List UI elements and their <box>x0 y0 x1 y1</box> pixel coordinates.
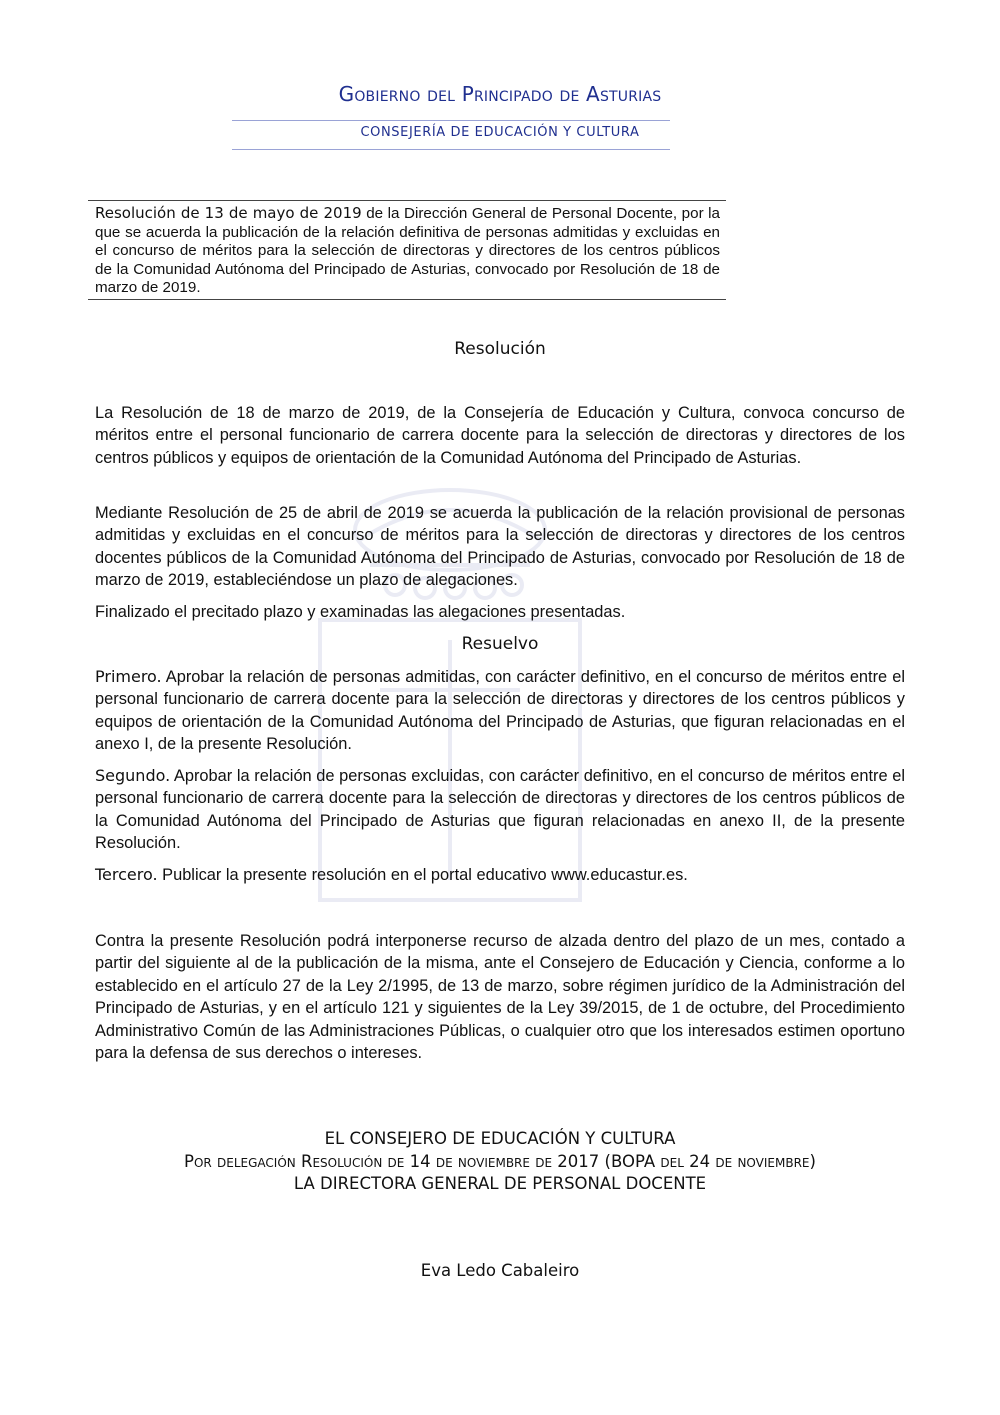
summary-lead: Resolución de 13 de mayo de 2019 <box>95 204 362 222</box>
article-tercero-text: Publicar la presente resolución en el portal educativo www.educastur.es. <box>157 866 688 884</box>
article-primero-text: Aprobar la relación de personas admitidas, con carácter definitivo, en el concurso de méritos entre el personal funcionario de carrera docente para la selección de directoras y directores de los centros públicos y equipos de orientación de la Comunidad Autónoma del Principado de Asturias, que figuran relacionadas en el anexo I, de la presente Resolución. <box>95 668 905 754</box>
article-tercero-lead: Tercero. <box>95 865 158 884</box>
article-tercero <box>95 864 905 886</box>
header-divider-top <box>232 120 670 121</box>
appeal-paragraph: Contra la presente Resolución podrá interponerse recurso de alzada dentro del plazo de un mes, contado a partir del siguiente al de la publicación de la misma, ante el Consejero de Educación y Ciencia, conforme a lo establecido en el artículo 27 de la Ley 2/1995, de 13 de marzo, sobre régimen jurídico de la Administración del Principado de Asturias, y en el artículo 121 y siguientes de la Ley 39/2015, de 1 de octubre, del Procedimiento Administrativo Común de las Administraciones Públicas, o cualquier otro que los interesados estimen oportuno para la defensa de sus derechos o intereses. <box>95 932 905 1063</box>
signature-line-consejero: EL CONSEJERO DE EDUCACIÓN Y CULTURA <box>324 1129 676 1148</box>
heading-resuelvo: Resuelvo <box>461 634 539 654</box>
paragraph-provisional: Mediante Resolución de 25 de abril de 2019 se acuerda la publicación de la relación provisional de personas admitidas y excluidas en el concurso de méritos para la selección de directoras y directores de los centros docentes públicos de la Comunidad Autónoma del Principado de Asturias, convocado por Resolución de 18 de marzo de 2019, estableciéndose un plazo de alegaciones. <box>95 504 905 590</box>
signatory-name: Eva Ledo Cabaleiro <box>420 1261 580 1280</box>
paragraph-finalizado: Finalizado el precitado plazo y examinadas las alegaciones presentadas. <box>95 603 626 621</box>
summary-text: de la Dirección General de Personal Docente, por la que se acuerda la publicación de la relación definitiva de personas admitidas y excluidas en el concurso de méritos para la selección de directoras y directores de los centros públicos de la Comunidad Autónoma del Principado de Asturias, convocado por Resolución de 18 de marzo de 2019. <box>95 205 720 297</box>
resolution-summary <box>88 200 726 300</box>
article-primero-lead: Primero. <box>95 667 162 686</box>
government-title: Gobierno del Principado de Asturias <box>338 82 662 106</box>
heading-resolucion: Resolución <box>454 339 546 359</box>
header-divider-bottom <box>232 149 670 150</box>
signature-line-directora: LA DIRECTORA GENERAL DE PERSONAL DOCENTE <box>293 1174 707 1193</box>
article-segundo <box>95 765 905 855</box>
article-primero <box>95 666 905 756</box>
signature-block <box>0 1128 1000 1196</box>
article-segundo-lead: Segundo. <box>95 766 171 785</box>
signature-line-delegacion: Por delegación Resolución de 14 de noviembre de 2017 (BOPA del 24 de noviembre) <box>184 1151 816 1171</box>
department-name: CONSEJERÍA DE EDUCACIÓN Y CULTURA <box>360 125 640 140</box>
article-segundo-text: Aprobar la relación de personas excluidas, con carácter definitivo, en el concurso de méritos entre el personal funcionario de carrera docente para la selección de directoras y directores de los centros públicos de la Comunidad Autónoma del Principado de Asturias que figuran relacionadas en anexo II, de la presente Resolución. <box>95 767 905 853</box>
paragraph-convocatoria: La Resolución de 18 de marzo de 2019, de la Consejería de Educación y Cultura, convoca concurso de méritos entre el personal funcionario de carrera docente para la selección de directoras y directores de los centros públicos y equipos de orientación de la Comunidad Autónoma del Principado de Asturias. <box>95 404 905 467</box>
